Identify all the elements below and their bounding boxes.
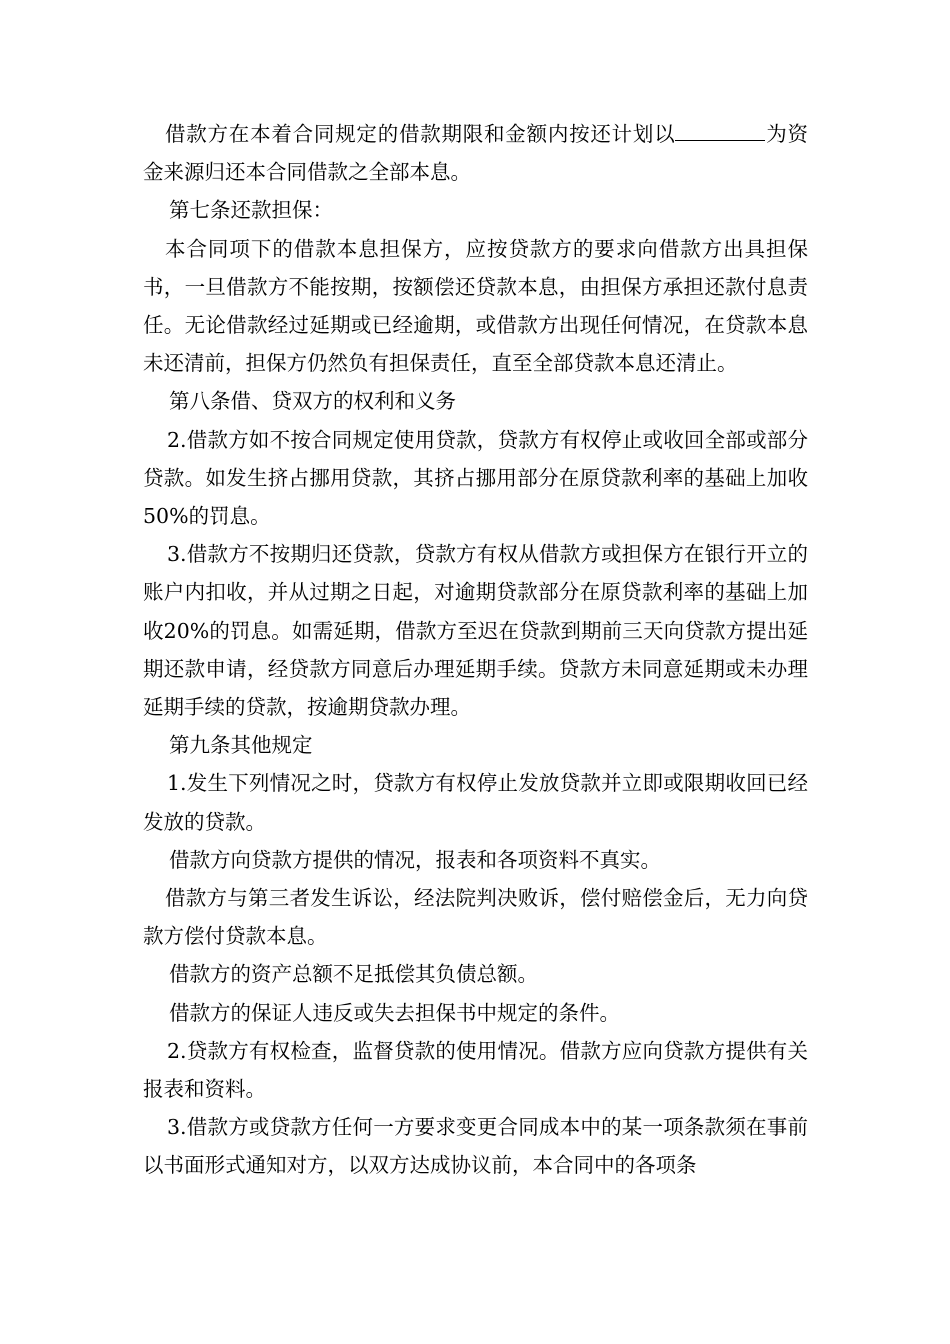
repayment-source-paragraph	[143, 115, 808, 191]
paragraph-text: 为资金来源归还本合同借款之全部本息。	[143, 122, 809, 185]
condition-false-info: 借款方向贷款方提供的情况，报表和各项资料不真实。	[169, 847, 661, 872]
article-8-heading: 第八条借、贷双方的权利和义务	[169, 389, 456, 414]
article-7-heading: 第七条还款担保：	[169, 198, 333, 223]
paragraph-text: 借款方在本着合同规定的借款期限和金额内按还计划以	[165, 122, 676, 146]
article-8-item-3: 3.借款方不按期归还贷款，贷款方有权从借款方或担保方在银行开立的账户内扣收，并从过期之日起，对逾期贷款部分在原贷款利率的基础上加收20%的罚息。如需延期，借款方至迟在贷款到期前三天向贷款方提出延期还款申请，经贷款方同意后办理延期手续。贷款方未同意延期或未办理延期手续的贷款，按逾期贷款办理。	[143, 542, 808, 720]
condition-guarantor-breach: 借款方的保证人违反或失去担保书中规定的条件。	[169, 1000, 620, 1025]
fill-in-blank	[675, 120, 765, 141]
condition-insolvency: 借款方的资产总额不足抵偿其负债总额。	[169, 962, 538, 987]
article-9-item-1: 1.发生下列情况之时，贷款方有权停止发放贷款并立即或限期收回已经发放的贷款。	[143, 771, 808, 834]
condition-lawsuit: 借款方与第三者发生诉讼，经法院判决败诉，偿付赔偿金后，无力向贷款方偿付贷款本息。	[143, 886, 808, 949]
article-9-item-3: 3.借款方或贷款方任何一方要求变更合同成本中的某一项条款须在事前以书面形式通知对方，以双方达成协议前，本合同中的各项条	[143, 1115, 808, 1178]
article-9-heading: 第九条其他规定	[169, 733, 313, 758]
article-9-item-2: 2.贷款方有权检查，监督贷款的使用情况。借款方应向贷款方提供有关报表和资料。	[143, 1038, 808, 1102]
contract-body	[143, 115, 808, 1185]
guarantee-paragraph: 本合同项下的借款本息担保方，应按贷款方的要求向借款方出具担保书，一旦借款方不能按期，按额偿还贷款本息，由担保方承担还款付息责任。无论借款经过延期或已经逾期，或借款方出现任何情况，在贷款本息未还清前，担保方仍然负有担保责任，直至全部贷款本息还清止。	[143, 236, 808, 376]
article-8-item-2: 2.借款方如不按合同规定使用贷款，贷款方有权停止或收回全部或部分贷款。如发生挤占挪用贷款，其挤占挪用部分在原贷款利率的基础上加收50%的罚息。	[143, 427, 808, 529]
